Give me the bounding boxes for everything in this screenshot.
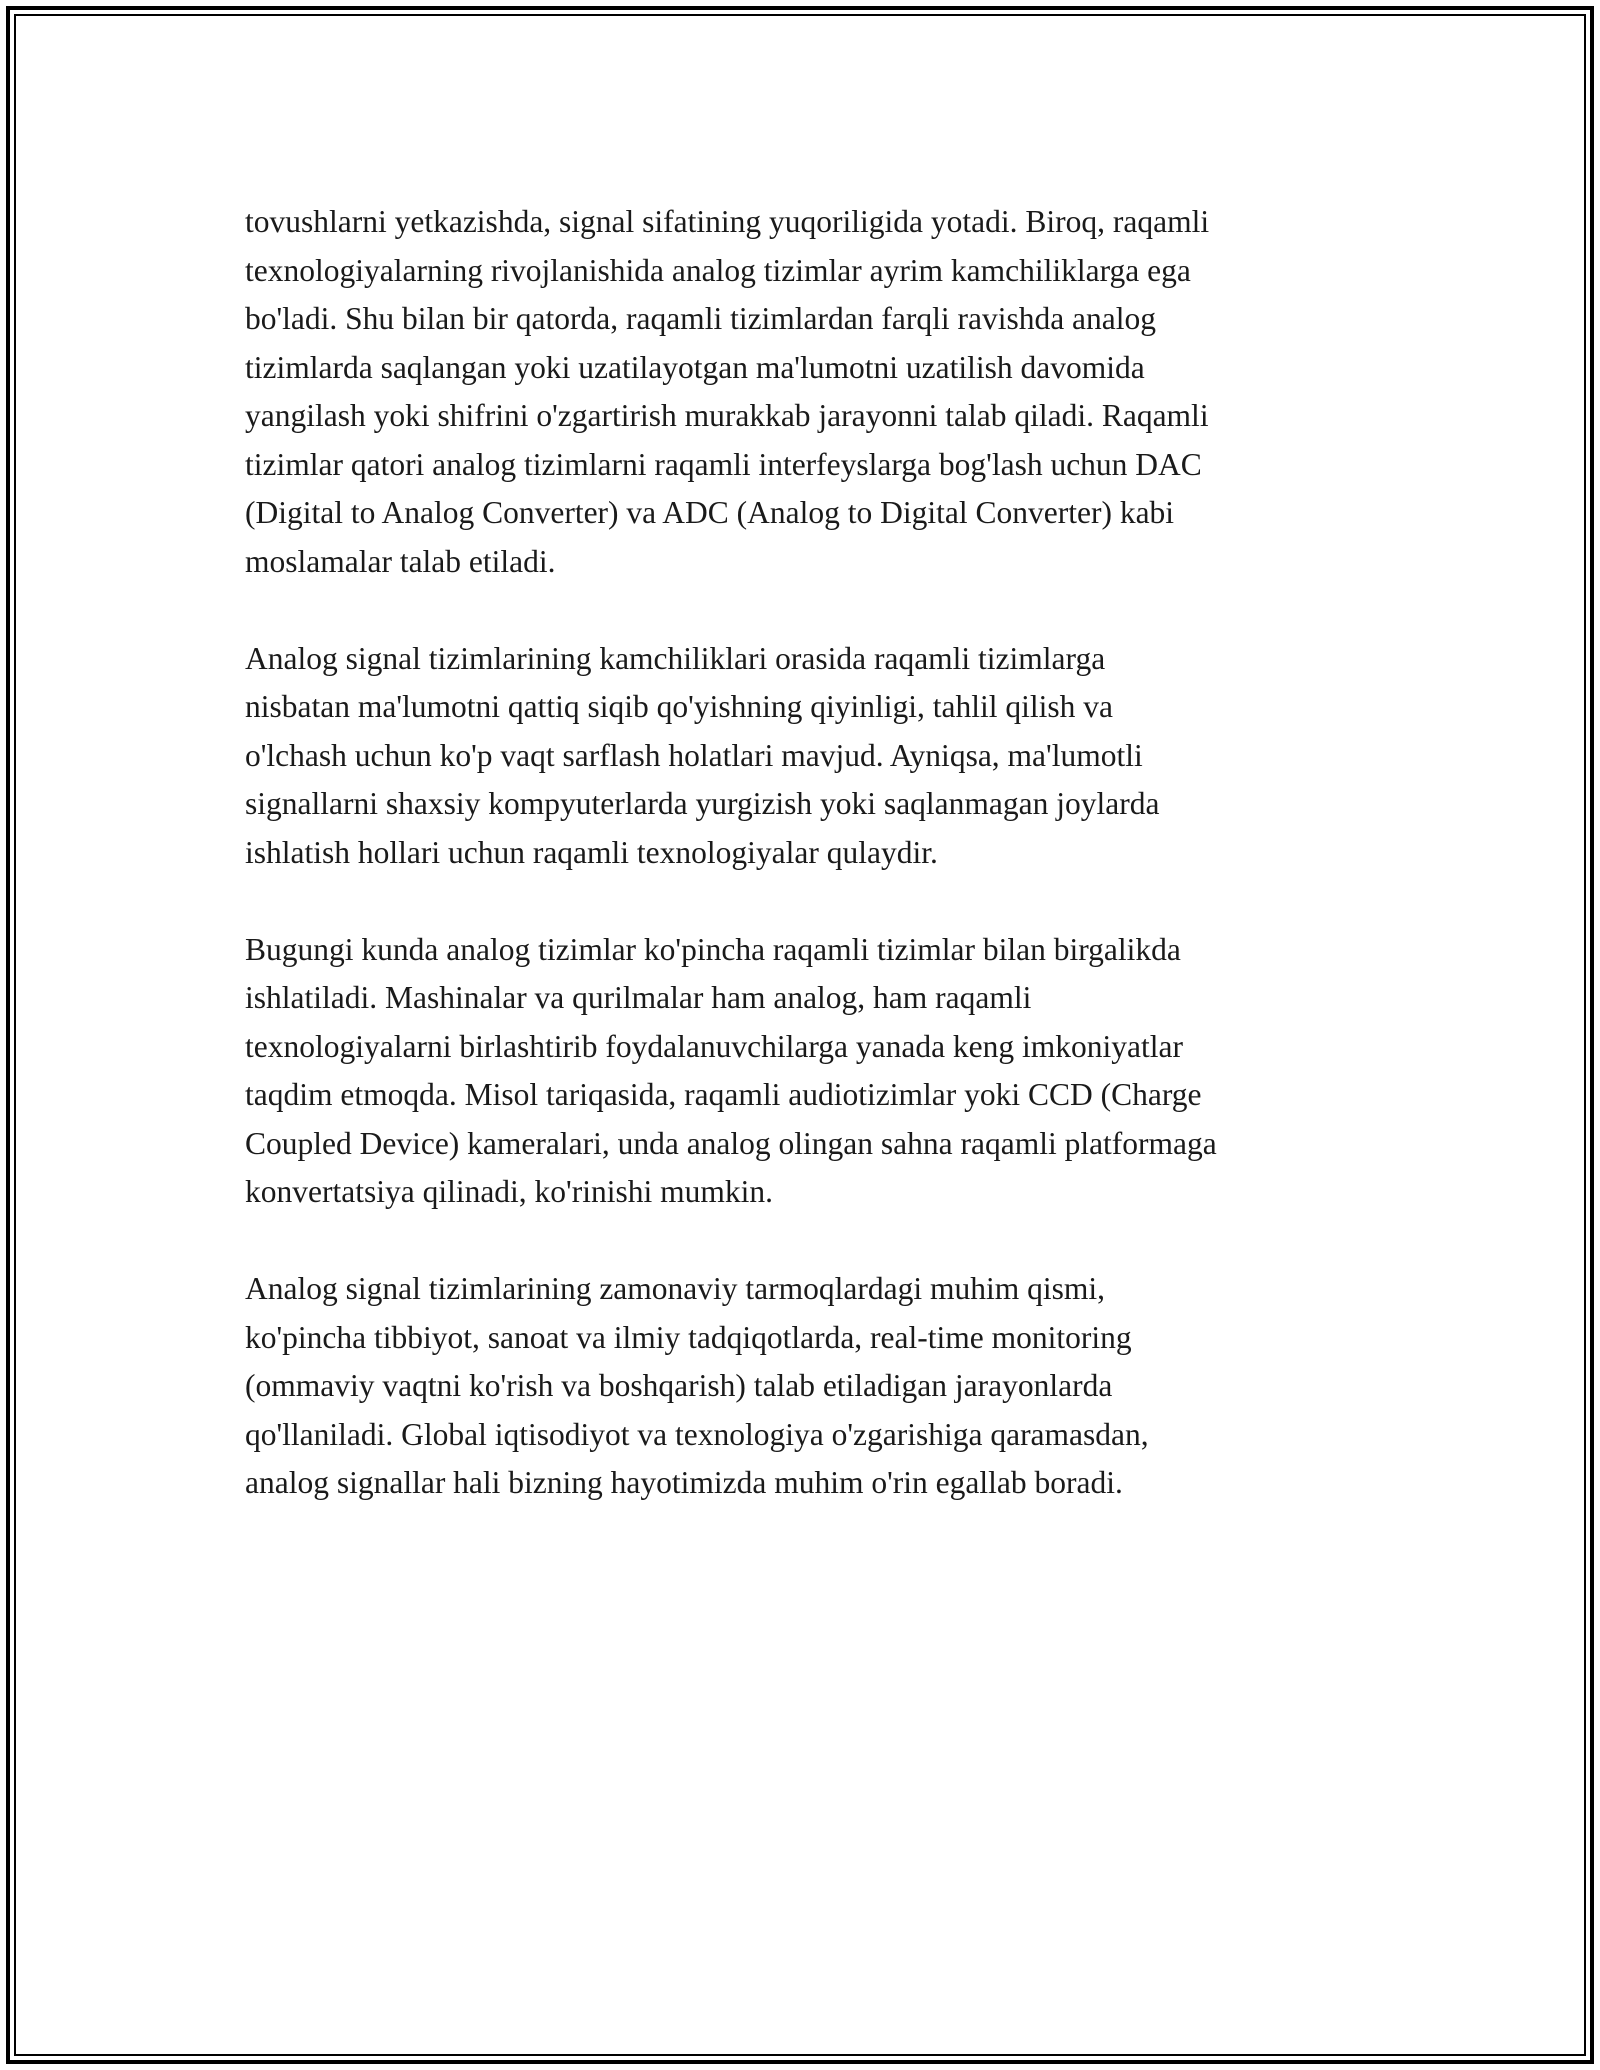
document-body — [245, 198, 1390, 1508]
paragraph-4: Analog signal tizimlarining zamonaviy tarmoqlardagi muhim qismi, ko'pincha tibbiyot, sanoat va ilmiy tadqiqotlarda, real-time monitoring (ommaviy vaqtni ko'rish va boshqarish) talab etiladigan jarayonlarda qo'llaniladi. Global iqtisodiyot va texnologiya o'zgarishiga qaramasdan, analog signallar hali bizning hayotimizda muhim o'rin egallab boradi. — [245, 1271, 1149, 1500]
paragraph-3: Bugungi kunda analog tizimlar ko'pincha raqamli tizimlar bilan birgalikda ishlatiladi. Mashinalar va qurilmalar ham analog, ham raqamli texnologiyalarni birlashtirib foydalanuvchilarga yanada keng imkoniyatlar taqdim etmoqda. Misol tariqasida, raqamli audiotizimlar yoki CCD (Charge Coupled Device) kameralari, unda analog olingan sahna raqamli platformaga konvertatsiya qilinadi, ko'rinishi mumkin. — [245, 931, 1217, 1209]
paragraph-1: tovushlarni yetkazishda, signal sifatining yuqoriligida yotadi. Biroq, raqamli texnologiyalarning rivojlanishida analog tizimlar ayrim kamchiliklarga ega bo'ladi. Shu bilan bir qatorda, raqamli tizimlardan farqli ravishda analog tizimlarda saqlangan yoki uzatilayotgan ma'lumotni uzatilish davomida yangilash yoki shifrini o'zgartirish murakkab jarayonni talab qiladi. Raqamli tizimlar qatori analog tizimlarni raqamli interfeyslarga bog'lash uchun DAC (Digital to Analog Converter) va ADC (Analog to Digital Converter) kabi moslamalar talab etiladi. — [245, 204, 1210, 579]
paragraph-2: Analog signal tizimlarining kamchiliklari orasida raqamli tizimlarga nisbatan ma'lumotni qattiq siqib qo'yishning qiyinligi, tahlil qilish va o'lchash uchun ko'p vaqt sarflash holatlari mavjud. Ayniqsa, ma'lumotli signallarni shaxsiy kompyuterlarda yurgizish yoki saqlanmagan joylarda ishlatish hollari uchun raqamli texnologiyalar qulaydir. — [245, 640, 1160, 870]
page-border — [6, 6, 1594, 2064]
